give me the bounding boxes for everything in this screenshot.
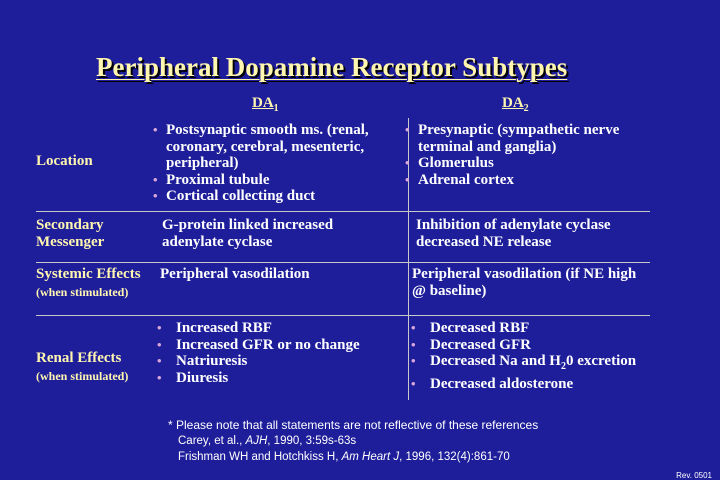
- bullet-icon: •: [153, 188, 158, 203]
- da1-header-text: DA: [252, 95, 274, 111]
- list-item: [153, 188, 369, 205]
- list-item-text: Proximal tubule: [166, 171, 270, 188]
- row-label-line: Messenger: [36, 234, 105, 250]
- list-item: [411, 320, 636, 337]
- list-item-text: Adrenal cortex: [418, 171, 514, 188]
- footnote: * Please note that all statements are not reflective of these references: [168, 418, 539, 432]
- da2-header-subscript: 2: [523, 103, 529, 114]
- row-divider-1: [36, 211, 650, 212]
- list-item-text: Decreased RBF: [430, 320, 530, 336]
- reference-2: [178, 451, 510, 463]
- row-label-line: Secondary: [36, 217, 104, 233]
- list-item-text: Presynaptic (sympathetic nerve: [418, 122, 620, 138]
- list-item-text-cont: peripheral): [166, 155, 239, 171]
- cell-text: G-protein linked increased: [162, 217, 334, 233]
- secondary-da2-cell: [416, 217, 611, 250]
- cell-text: Peripheral vasodilation (if NE high: [412, 266, 637, 282]
- row-sublabel-renal: (when stimulated): [36, 369, 129, 383]
- list-item: [157, 337, 360, 354]
- list-item: [411, 376, 636, 393]
- bullet-icon: •: [405, 171, 410, 187]
- secondary-da1-cell: [162, 217, 333, 250]
- list-item: [157, 353, 360, 370]
- bullet-icon: •: [157, 353, 162, 368]
- list-item-text-cont: 0 excretion: [565, 353, 637, 369]
- da2-header-text: DA: [502, 95, 524, 111]
- list-item-text-cont: terminal and ganglia): [418, 138, 557, 155]
- reference-journal: AJH: [245, 435, 268, 447]
- bullet-icon: •: [411, 336, 416, 352]
- list-item-text: Increased RBF: [176, 320, 272, 336]
- bullet-icon: •: [157, 369, 162, 385]
- bullet-icon: •: [157, 336, 162, 352]
- subscript-text: 2: [560, 361, 566, 372]
- reference-text: Frishman WH and Hotchkiss H,: [178, 451, 342, 463]
- list-item-text: Increased GFR or no change: [176, 336, 360, 353]
- list-item-text: Cortical collecting duct: [166, 188, 316, 204]
- list-item: [153, 172, 369, 189]
- column-header-da1: [252, 95, 279, 114]
- cell-text: adenylate cyclase: [162, 233, 273, 250]
- bullet-icon: •: [411, 320, 416, 335]
- column-header-da2: [502, 95, 529, 114]
- reference-1: [178, 435, 356, 447]
- revision-label: Rev. 0501: [676, 471, 712, 480]
- cell-text: Inhibition of adenylate cyclase: [416, 217, 611, 233]
- bullet-icon: •: [153, 122, 158, 137]
- list-item: [405, 155, 619, 172]
- reference-text: , 1996, 132(4):861-70: [399, 451, 510, 463]
- row-divider-2: [36, 262, 650, 263]
- list-item-text: Decreased aldosterone: [430, 375, 574, 392]
- list-item: [405, 122, 619, 155]
- reference-text: , 1990, 3:59s-63s: [267, 435, 357, 447]
- list-item-text: Glomerulus: [418, 155, 494, 171]
- list-item: [411, 353, 636, 376]
- list-item: [157, 320, 360, 337]
- bullet-icon: •: [411, 375, 416, 391]
- list-item: [411, 337, 636, 354]
- list-item: [405, 172, 619, 189]
- reference-journal: Am Heart J: [341, 451, 400, 463]
- row-label-secondary-messenger: [36, 217, 104, 251]
- list-item: [153, 122, 369, 172]
- bullet-icon: •: [411, 353, 416, 368]
- cell-text: @ baseline): [412, 282, 487, 299]
- list-item-text: Natriuresis: [176, 353, 248, 369]
- list-item-text: Decreased GFR: [430, 336, 531, 353]
- row-sublabel-systemic: (when stimulated): [36, 285, 129, 299]
- list-item: [157, 370, 360, 387]
- row-divider-3: [36, 315, 650, 316]
- cell-text: decreased NE release: [416, 233, 552, 250]
- location-da2-cell: [405, 122, 619, 188]
- reference-text: Carey, et al.,: [178, 435, 246, 447]
- systemic-da2-cell: [412, 266, 636, 299]
- bullet-icon: •: [405, 155, 410, 170]
- row-label-renal-effects: Renal Effects: [36, 350, 122, 366]
- bullet-icon: •: [153, 171, 158, 187]
- bullet-icon: •: [405, 122, 410, 137]
- bullet-icon: •: [157, 320, 162, 335]
- location-da1-cell: [153, 122, 369, 205]
- renal-da2-cell: [411, 320, 636, 392]
- renal-da1-cell: [157, 320, 360, 386]
- list-item-text: Diuresis: [176, 369, 229, 386]
- list-item-text: Decreased Na and H: [430, 353, 561, 369]
- da1-header-subscript: 1: [273, 103, 279, 114]
- row-label-location: Location: [36, 153, 93, 169]
- row-label-systemic-effects: Systemic Effects: [36, 266, 141, 282]
- slide-title: Peripheral Dopamine Receptor Subtypes: [96, 52, 568, 82]
- list-item-text-cont: coronary, cerebral, mesenteric,: [166, 138, 365, 155]
- list-item-text: Postsynaptic smooth ms. (renal,: [166, 122, 369, 138]
- systemic-da1-cell: Peripheral vasodilation: [160, 266, 310, 282]
